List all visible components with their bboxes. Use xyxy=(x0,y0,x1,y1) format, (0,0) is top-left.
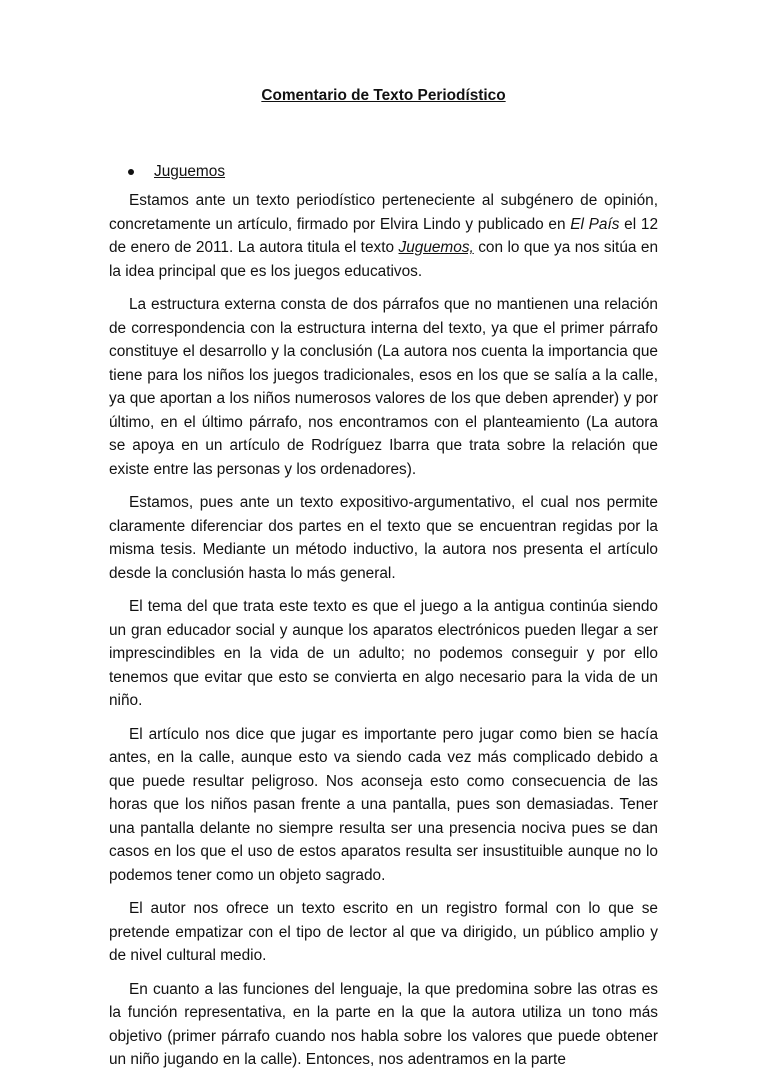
paragraph-4: El tema del que trata este texto es que el juego a la antigua continúa siendo un gran educador social y aunque los aparatos electrónicos pueden llegar a ser imprescindibles en la vida de un adulto; no podemos conseguir y por ello tenemos que evitar que esto se convierta en algo necesario para la vida de un niño. xyxy=(109,598,658,709)
bullet-text: Juguemos xyxy=(154,163,226,180)
paragraph-7: En cuanto a las funciones del lenguaje, la que predomina sobre las otras es la función representativa, en la parte en la que la autora utiliza un tono más objetivo (primer párrafo cuando nos habla sobre los valores que puede obtener un niño jugando en la calle). Entonces, nos adentramos en la parte xyxy=(109,980,658,1068)
bullet-item xyxy=(127,162,658,182)
paragraph-3: Estamos, pues ante un texto expositivo-argumentativo, el cual nos permite claramente diferenciar dos partes en el texto que se encuentran regidas por la misma tesis. Mediante un método inductivo, la autora nos presenta el artículo desde la conclusión hasta lo más general. xyxy=(109,494,658,582)
document-page xyxy=(109,86,658,1072)
newspaper-name: El País xyxy=(570,215,620,233)
paragraph-5: El artículo nos dice que jugar es importante pero jugar como bien se hacía antes, en la calle, aunque esto va siendo cada vez más complicado debido a que puede resultar peligroso. Nos aconseja esto como consecuencia de las horas que los niños pasan frente a una pantalla, pues son demasiadas. Tener una pantalla delante no siempre resulta ser una presencia nociva pues se dan casos en los que el uso de estos aparatos resulta ser insustituible aunque no lo podemos tener como un objeto sagrado. xyxy=(109,725,658,884)
paragraph-1-part-b: el 12 de enero de 2011. La autora titula el texto xyxy=(109,215,659,256)
article-title: Juguemos, xyxy=(398,239,474,256)
paragraph-1-part-a: Estamos ante un texto periodístico perteneciente al subgénero de opinión, concretamente un artículo, firmado por Elvira Lindo y publicado en xyxy=(109,192,658,233)
paragraph-1-part-c: con lo que ya nos sitúa en la idea principal que es los juegos educativos. xyxy=(109,239,658,280)
paragraph-1 xyxy=(109,189,658,283)
paragraph-6: El autor nos ofrece un texto escrito en un registro formal con lo que se pretende empatizar con el tipo de lector al que va dirigido, un público amplio y de nivel cultural medio. xyxy=(109,900,658,964)
document-title: Comentario de Texto Periodístico xyxy=(261,87,506,104)
bullet-dot-icon xyxy=(128,169,134,175)
paragraph-2: La estructura externa consta de dos párrafos que no mantienen una relación de correspondencia con la estructura interna del texto, ya que el primer párrafo constituye el desarrollo y la conclusión (La autora nos cuenta la importancia que tiene para los niños los juegos tradicionales, esos en los que se salía a la calle, ya que aportan a los niños numerosos valores de los que deben aprender) y por último, en el último párrafo, nos encontramos con el planteamiento (La autora se apoya en un artículo de Rodríguez Ibarra que trata sobre la relación que existe entre las personas y los ordenadores). xyxy=(109,296,658,478)
